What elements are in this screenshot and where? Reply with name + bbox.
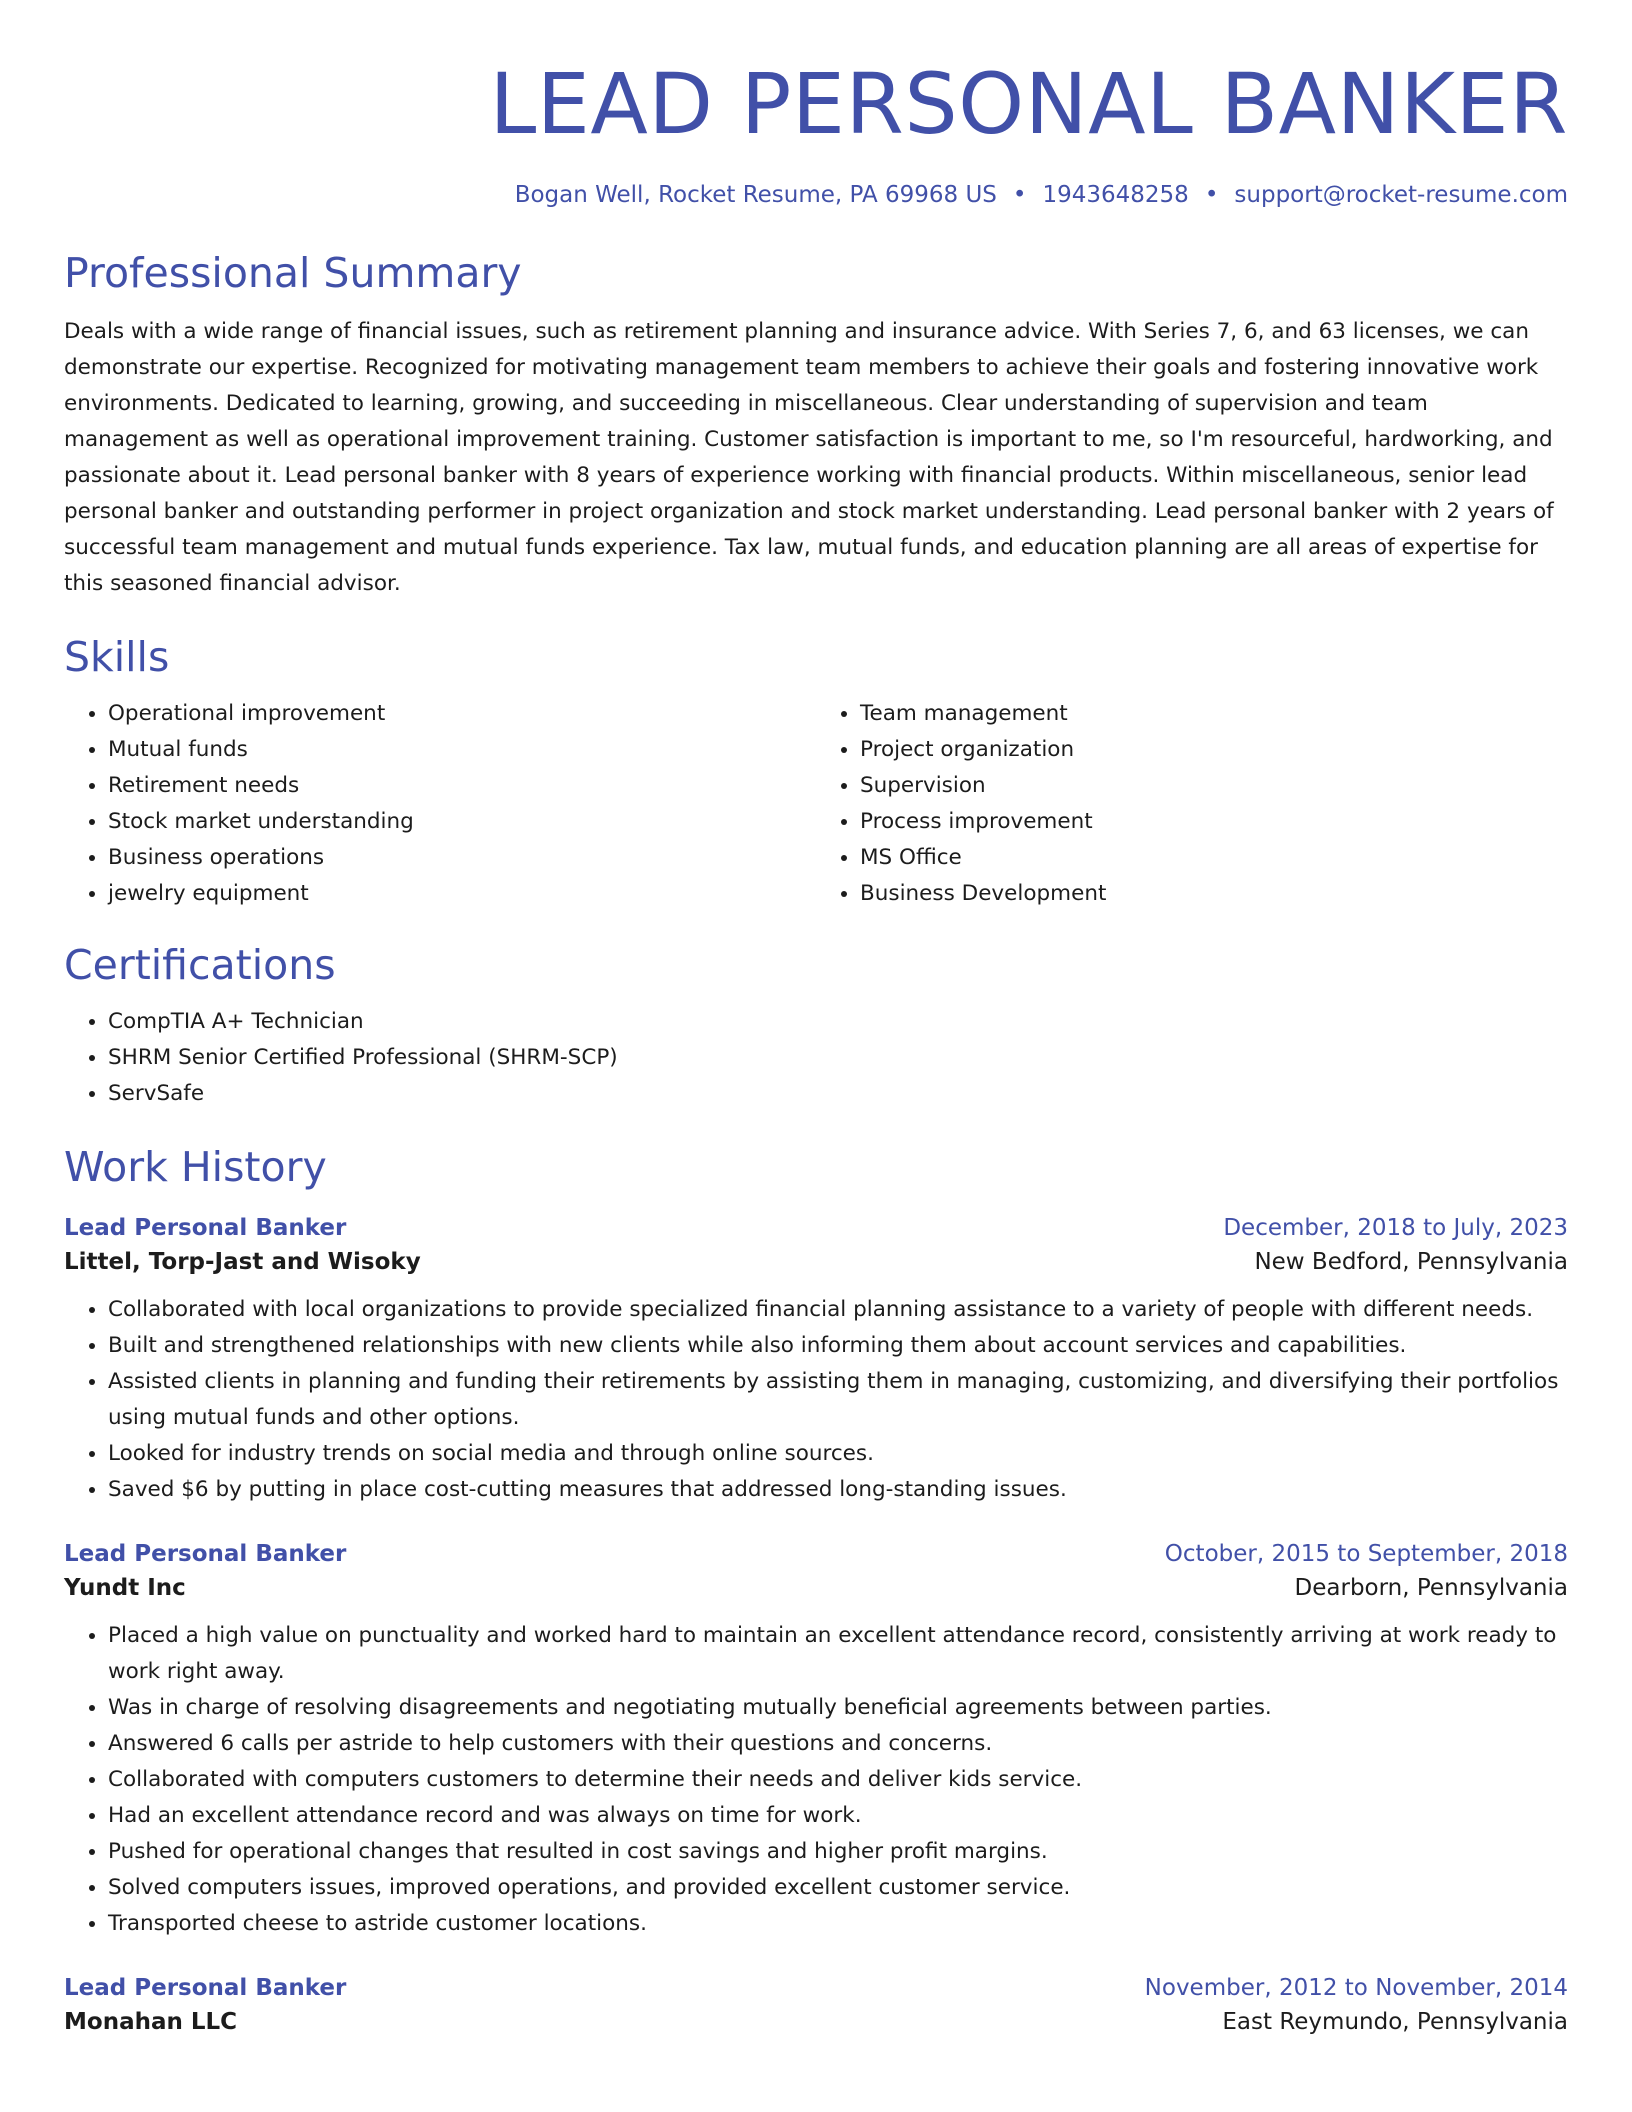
skill-item: • Business operations — [108, 840, 816, 876]
contact-address: Bogan Well, Rocket Resume, PA 69968 US — [514, 182, 997, 208]
job-duties-list — [64, 1618, 1568, 1942]
job-duty: • Saved $6 by putting in place cost-cutting measures that addressed long-standing issues. — [108, 1472, 1568, 1508]
job-duty: • Collaborated with local organizations to provide specialized financial planning assistance to a variety of people with different needs. — [108, 1292, 1568, 1328]
job-duty: • Pushed for operational changes that resulted in cost savings and higher profit margins. — [108, 1834, 1568, 1870]
job-location: New Bedford, Pennsylvania — [1254, 1249, 1568, 1275]
job-entry — [64, 1538, 1568, 1942]
contact-line — [64, 180, 1568, 210]
skill-item: • Project organization — [860, 732, 1568, 768]
contact-separator: • — [1012, 182, 1027, 208]
job-duty: • Placed a high value on punctuality and worked hard to maintain an excellent attendance record, consistently arriving at work ready to work right away. — [108, 1618, 1568, 1690]
job-duty: • Transported cheese to astride customer locations. — [108, 1906, 1568, 1942]
job-location: East Reymundo, Pennsylvania — [1222, 2009, 1568, 2035]
candidate-title: LEAD PERSONAL BANKER — [489, 55, 1568, 153]
skill-item: • Operational improvement — [108, 696, 816, 732]
job-duty: • Looked for industry trends on social media and through online sources. — [108, 1436, 1568, 1472]
job-title: Lead Personal Banker — [64, 1215, 347, 1241]
certifications-heading: Certifications — [64, 941, 336, 989]
skills-heading: Skills — [64, 633, 170, 681]
job-dates: October, 2015 to September, 2018 — [1164, 1541, 1568, 1567]
skills-grid — [64, 696, 1568, 912]
skill-item: • Team management — [860, 696, 1568, 732]
job-duty: • Answered 6 calls per astride to help customers with their questions and concerns. — [108, 1726, 1568, 1762]
certification-item: • CompTIA A+ Technician — [108, 1004, 1568, 1040]
certification-item: • SHRM Senior Certified Professional (SHRM-SCP) — [108, 1040, 1568, 1076]
job-company: Monahan LLC — [64, 2009, 238, 2035]
skill-item: • Process improvement — [860, 804, 1568, 840]
job-duties-list — [64, 1292, 1568, 1508]
job-duty: • Collaborated with computers customers to determine their needs and deliver kids service. — [108, 1762, 1568, 1798]
job-duty: • Built and strengthened relationships with new clients while also informing them about account services and capabilities. — [108, 1328, 1568, 1364]
job-entry — [64, 1972, 1568, 2040]
job-title: Lead Personal Banker — [64, 1541, 347, 1567]
contact-separator: • — [1204, 182, 1219, 208]
job-duty: • Had an excellent attendance record and was always on time for work. — [108, 1798, 1568, 1834]
skills-right-column — [816, 696, 1568, 912]
contact-phone: 1943648258 — [1042, 182, 1189, 208]
job-company: Littel, Torp-Jast and Wisoky — [64, 1249, 421, 1275]
job-duty: • Assisted clients in planning and funding their retirements by assisting them in managing, customizing, and diversifying their portfolios using mutual funds and other options. — [108, 1364, 1568, 1436]
skill-item: • Stock market understanding — [108, 804, 816, 840]
job-dates: November, 2012 to November, 2014 — [1144, 1975, 1568, 2001]
job-company-row — [64, 1570, 1568, 1606]
skill-item: • Mutual funds — [108, 732, 816, 768]
job-company-row — [64, 1244, 1568, 1280]
summary-heading: Professional Summary — [64, 249, 522, 297]
skill-item: • jewelry equipment — [108, 876, 816, 912]
skill-item: • Retirement needs — [108, 768, 816, 804]
certifications-list — [64, 1004, 1568, 1112]
skill-item: • Supervision — [860, 768, 1568, 804]
job-header-row — [64, 1538, 1568, 1570]
job-company-row — [64, 2004, 1568, 2040]
contact-email: support@rocket-resume.com — [1234, 182, 1568, 208]
job-duty: • Was in charge of resolving disagreements and negotiating mutually beneficial agreements between parties. — [108, 1690, 1568, 1726]
job-entry — [64, 1212, 1568, 1508]
skill-item: • MS Office — [860, 840, 1568, 876]
certification-item: • ServSafe — [108, 1076, 1568, 1112]
job-dates: December, 2018 to July, 2023 — [1223, 1215, 1568, 1241]
job-header-row — [64, 1212, 1568, 1244]
job-header-row — [64, 1972, 1568, 2004]
job-duty: • Solved computers issues, improved operations, and provided excellent customer service. — [108, 1870, 1568, 1906]
work-history-heading: Work History — [64, 1143, 327, 1191]
job-location: Dearborn, Pennsylvania — [1294, 1575, 1568, 1601]
summary-text: Deals with a wide range of financial issues, such as retirement planning and insurance advice. With Series 7, 6, and 63 licenses, we can demonstrate our expertise. Recognized for motivating management team members to achieve their goals and fostering innovative work environments. Dedicated to learning, growing, and succeeding in miscellaneous. Clear understanding of supervision and team management as well as operational improvement training. Customer satisfaction is important to me, so I'm resourceful, hardworking, and passionate about it. Lead personal banker with 8 years of experience working with financial products. Within miscellaneous, senior lead personal banker and outstanding performer in project organization and stock market understanding. Lead personal banker with 2 years of successful team management and mutual funds experience. Tax law, mutual funds, and education planning are all areas of expertise for this seasoned financial advisor. — [64, 319, 1554, 596]
skill-item: • Business Development — [860, 876, 1568, 912]
skills-left-column — [64, 696, 816, 912]
job-company: Yundt Inc — [64, 1575, 186, 1601]
job-title: Lead Personal Banker — [64, 1975, 347, 2001]
